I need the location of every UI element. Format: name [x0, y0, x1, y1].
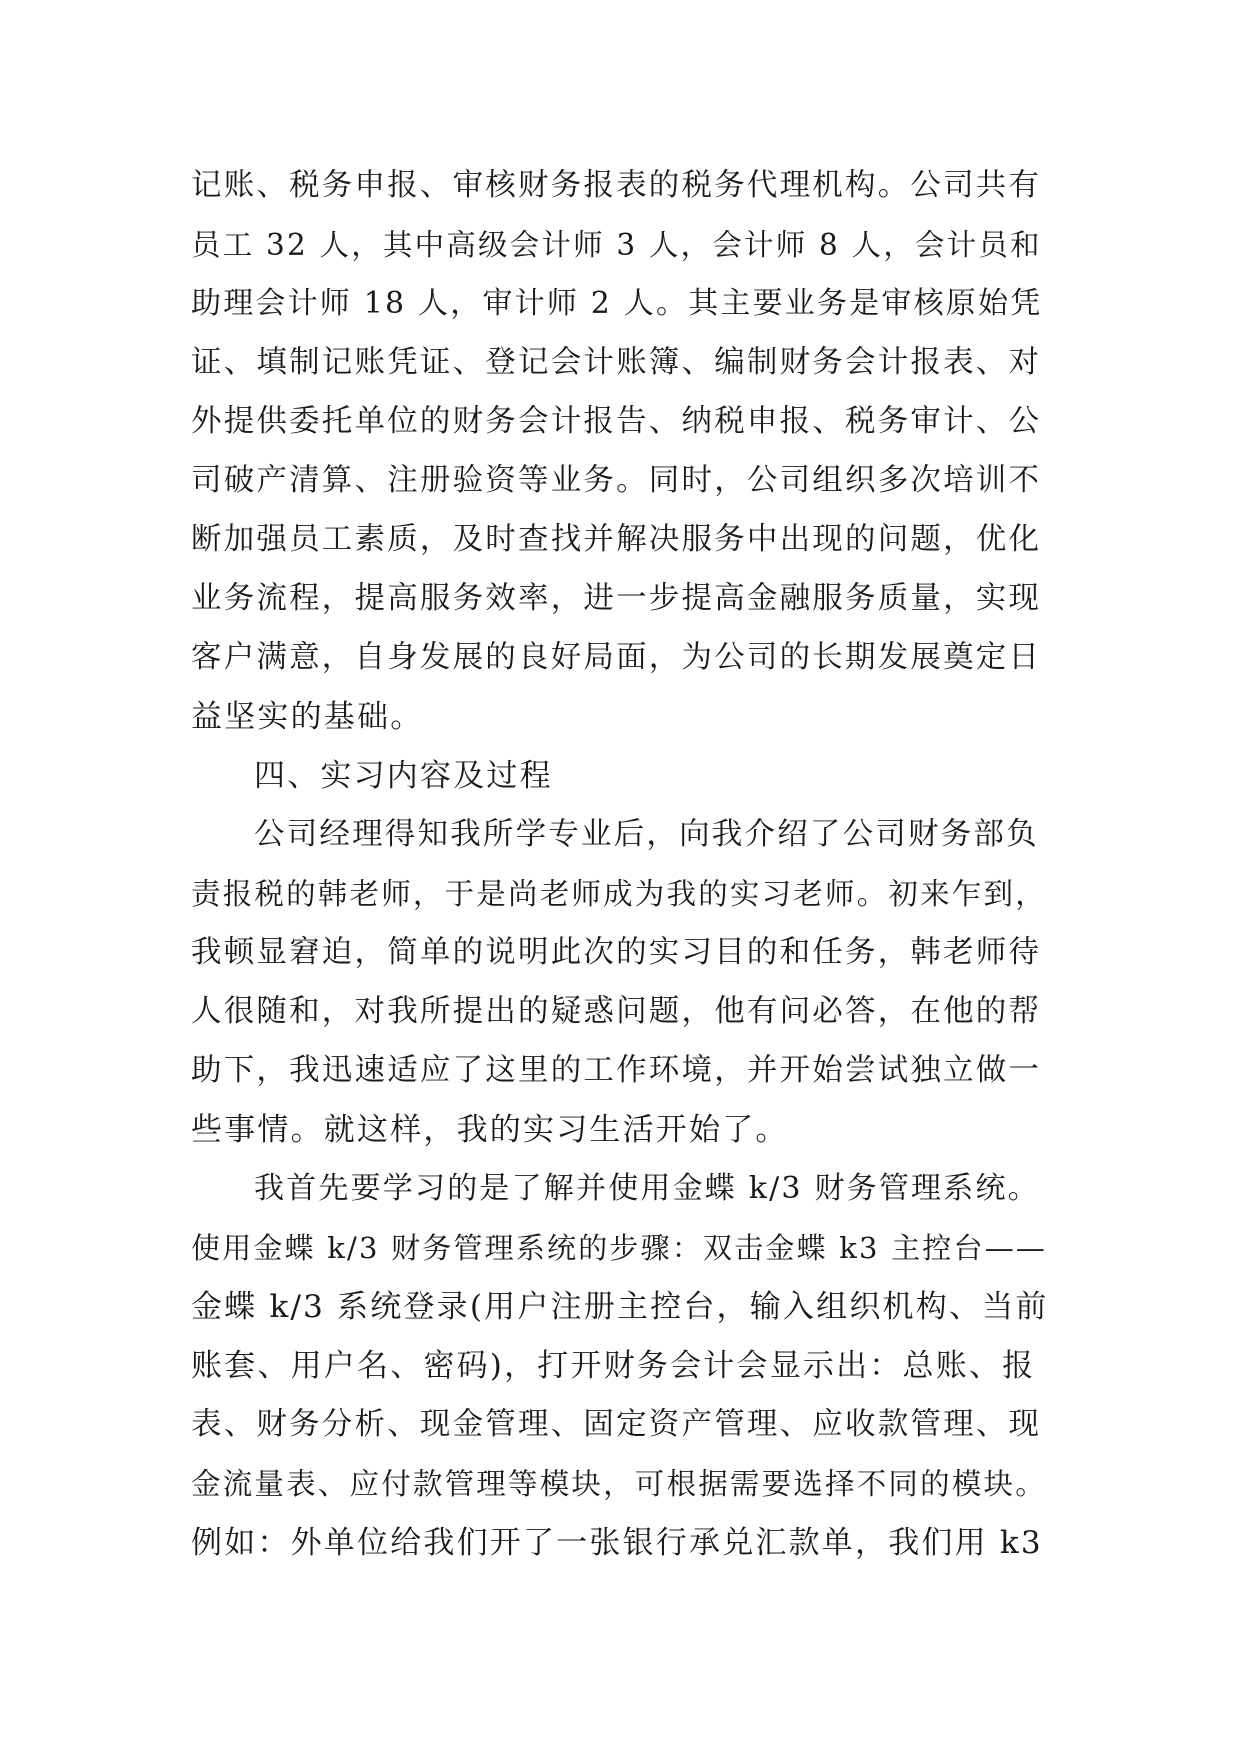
body-line: 使用金蝶 k/3 财务管理系统的步骤：双击金蝶 k3 主控台——	[191, 1231, 1048, 1265]
body-line: 助下，我迅速适应了这里的工作环境，并开始尝试独立做一	[191, 1053, 1042, 1088]
body-line: 金蝶 k/3 系统登录(用户注册主控台，输入组织机构、当前	[191, 1289, 1049, 1325]
body-line: 账套、用户名、密码)，打开财务会计会显示出：总账、报	[191, 1348, 1036, 1384]
section-heading: 四、实习内容及过程	[254, 758, 553, 794]
body-line: 断加强员工素质，及时查找并解决服务中出现的问题，优化	[191, 522, 1042, 557]
body-line: 员工 32 人，其中高级会计师 3 人，会计师 8 人，会计员和	[191, 228, 1042, 262]
body-line: 证、填制记账凭证、登记会计账簿、编制财务会计报表、对	[191, 345, 1042, 380]
body-line: 些事情。就这样，我的实习生活开始了。	[191, 1112, 789, 1148]
body-line: 助理会计师 18 人，审计师 2 人。其主要业务是审核原始凭	[191, 286, 1043, 321]
body-line: 益坚实的基础。	[191, 699, 424, 735]
paragraph-first-line: 我首先要学习的是了解并使用金蝶 k/3 财务管理系统。	[254, 1171, 1040, 1206]
body-line: 外提供委托单位的财务会计报告、纳税申报、税务审计、公	[191, 404, 1042, 439]
body-line: 客户满意，自身发展的良好局面，为公司的长期发展奠定日	[191, 640, 1042, 675]
body-line: 业务流程，提高服务效率，进一步提高金融服务质量，实现	[191, 581, 1042, 616]
body-line: 表、财务分析、现金管理、固定资产管理、应收款管理、现	[191, 1407, 1042, 1442]
body-line: 记账、税务申报、审核财务报表的税务代理机构。公司共有	[191, 168, 1042, 203]
body-line: 司破产清算、注册验资等业务。同时，公司组织多次培训不	[191, 463, 1042, 498]
body-line: 金流量表、应付款管理等模块，可根据需要选择不同的模块。	[191, 1467, 1047, 1501]
body-line: 例如：外单位给我们开了一张银行承兑汇款单，我们用 k3	[191, 1525, 1043, 1561]
body-line: 责报税的韩老师，于是尚老师成为我的实习老师。初来乍到，	[191, 877, 1047, 911]
body-line: 我顿显窘迫，简单的说明此次的实习目的和任务，韩老师待	[191, 935, 1042, 970]
paragraph-first-line: 公司经理得知我所学专业后，向我介绍了公司财务部负	[254, 817, 1039, 852]
body-line: 人很随和，对我所提出的疑惑问题，他有问必答，在他的帮	[191, 994, 1042, 1029]
